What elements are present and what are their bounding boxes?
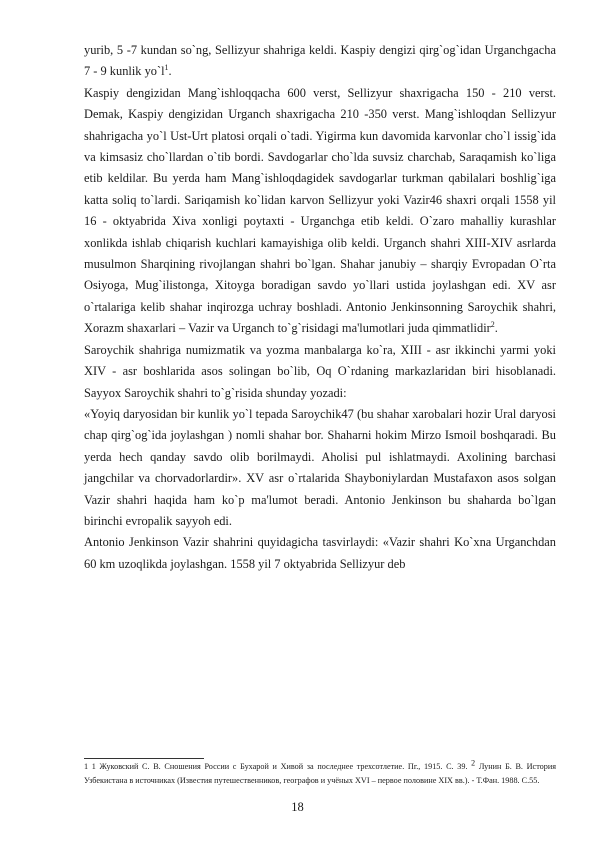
paragraph-2-text: Kaspiy dengizidan Mang`ishloqqacha 600 verst, Sellizyur shaxrigacha 150 - 210 verst. Demak, Kaspiy dengizidan Urganch shaxrigacha 210 -350 verst. Mang`ishloqdan Sellizyur shahrigacha yo`l Ust-Urt platosi orqali o`tadi. Yigirma kun davomida karvonlar cho`l issig`ida va kimsasiz cho`llardan o`tib bordi. Savdogarlar cho`lda suvsiz charchab, Saraqamish ko`liga etib keldilar. Bu yerda ham Mang`ishloqdagidek savdogarlar turkman qabilalari boshlig`iga katta soliq to`lardi. Sariqamish ko`lidan karvon Sellizyur yoki Vazir46 shaxri orqali 1558 yil 16 - oktyabrida Xiva xonligi poytaxti - Urganchga etib keldi. O`zaro mahalliy kurashlar xonlikda ishlab chiqarish kuchlari kamayishiga olib keldi. Urganch shahri XIII-XIV asrlarda musulmon Sharqining rivojlangan shahri bo`lgan. Shahar janubiy – sharqiy Evropadan O`rta Osiyoga, Mug`ilistonga, Xitoyga boradigan savdo yo`llari ustida joylashgan edi. XV asr o`rtalariga kelib shahar inqirozga uchray boshladi. Antonio Jenkinsonning Saroychik shahri, Xorazm shaxarlari – Vazir va Urganch to`g`risidagi ma'lumotlari juda qimmatlidir bbox=[84, 85, 556, 336]
paragraph-1-text: yurib, 5 -7 kundan so`ng, Sellizyur shahriga keldi. Kaspiy dengizi qirg`og`idan Urganchgacha 7 - 9 kunlik yo`l bbox=[84, 43, 556, 79]
page-number: 18 bbox=[291, 800, 304, 814]
paragraph-1-end: . bbox=[168, 64, 172, 79]
paragraph-3: Saroychik shahriga numizmatik va yozma manbalarga ko`ra, XIII - asr ikkinchi yarmi yoki XIV - asr boshlarida asos solingan bo`lib, Oq O`rdaning markazlaridan biri hisoblanadi. Sayyox Saroychik shahri to`g`risida shunday yozadi: bbox=[84, 342, 556, 400]
paragraph-2-end: . bbox=[494, 321, 498, 336]
paragraph-2 bbox=[84, 83, 556, 340]
paragraph-1 bbox=[84, 40, 556, 83]
footnote-divider bbox=[84, 758, 204, 759]
page-body bbox=[84, 40, 556, 575]
footnote-2-text: Лунин Б. В. История Узбекистана в источниках (Известия путешественников, географов и учёных XVI – первое половине XIX вв.). - Т.Фан. 1988. С.55. bbox=[84, 762, 556, 785]
footnotes bbox=[84, 760, 556, 787]
footnote-2-marker: 2 bbox=[471, 758, 476, 768]
footnote-ref-1: 1 bbox=[164, 63, 169, 73]
footnote-1-text: 1 1 Жуковский С. В. Сношения России с Бухарой и Хивой за последнее трехсотлетие. Пг., 1915. С. 39. bbox=[84, 762, 472, 771]
footnote-ref-2: 2 bbox=[490, 320, 495, 330]
paragraph-4: «Yoyiq daryosidan bir kunlik yo`l tepada Saroychik47 (bu shahar xarobalari hozir Ural daryosi chap qirg`og`ida joylashgan ) nomli shahar bor. Shaharni hokim Mirzo Ismoil boshqaradi. Bu yerda hech qanday savdo olib borilmaydi. Aholisi pul ishlatmaydi. Axolining barchasi jangchilar va chorvadorlardir». XV asr o`rtalarida Shayboniylardan Mustafaxon asos solgan Vazir shahri haqida ham ko`p ma'lumot beradi. Antonio Jenkinson bu shaharda bo`lgan birinchi evropalik sayyoh edi. bbox=[84, 406, 556, 528]
paragraph-5: Antonio Jenkinson Vazir shahrini quyidagicha tasvirlaydi: «Vazir shahri Ko`xna Urganchdan 60 km uzoqlikda joylashgan. 1558 yil 7 oktyabrida Sellizyur deb bbox=[84, 535, 556, 571]
